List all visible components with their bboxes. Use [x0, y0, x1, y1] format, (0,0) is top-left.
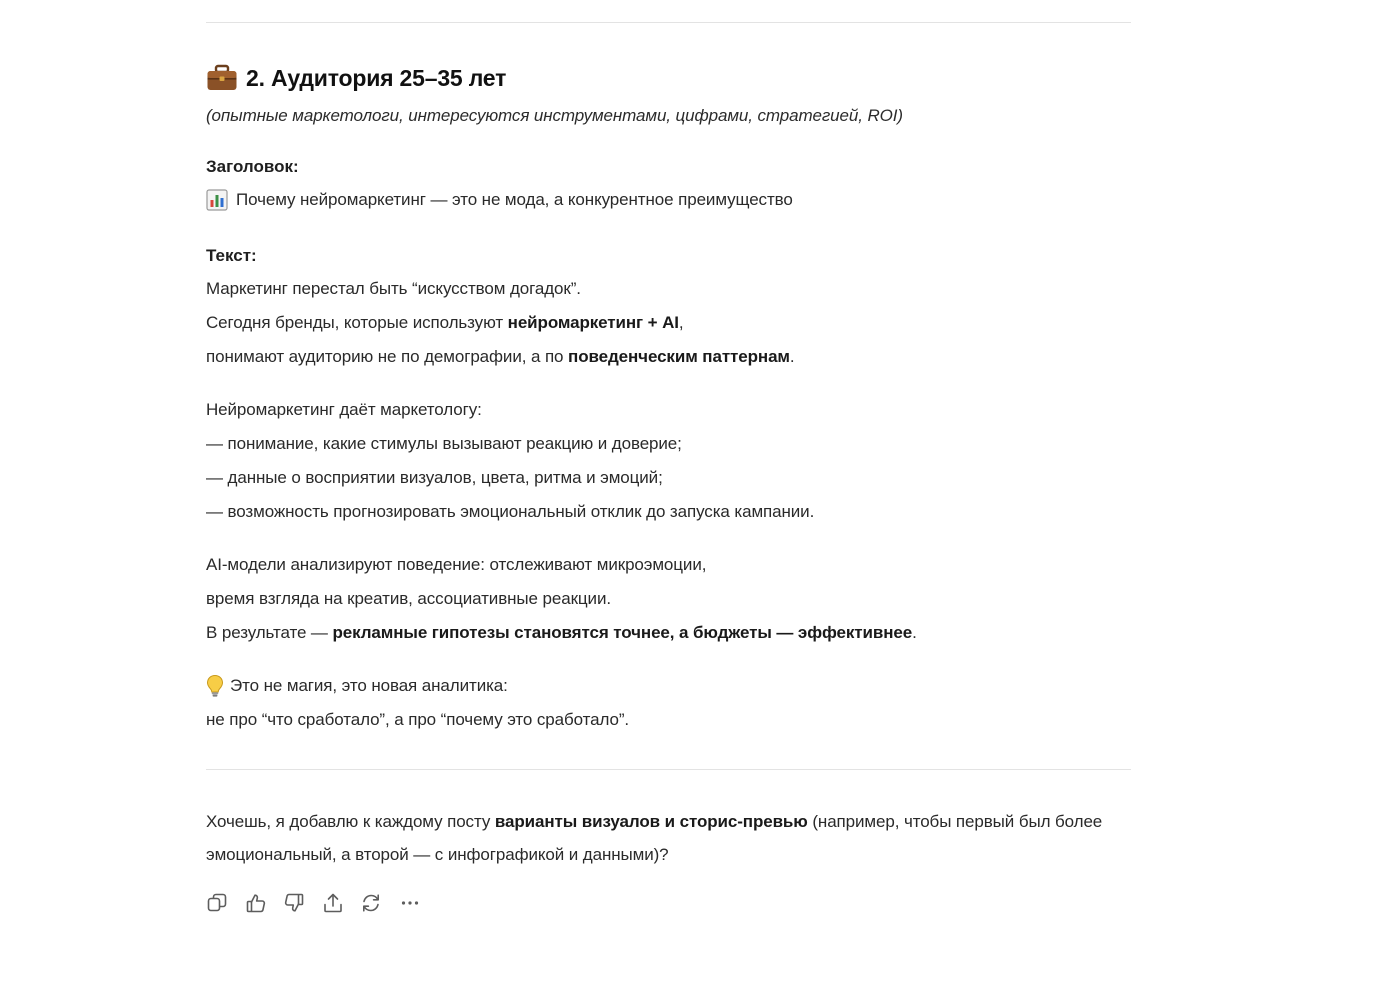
- regenerate-button[interactable]: [360, 889, 399, 917]
- bold-text: поведенческим паттернам: [568, 347, 790, 366]
- text-label: Текст:: [206, 246, 257, 265]
- share-icon: [322, 892, 344, 914]
- paragraph-2-line-2: — понимание, какие стимулы вызывают реакцию и доверие;: [206, 434, 682, 453]
- message-content: [206, 0, 1131, 917]
- copy-button[interactable]: [206, 889, 245, 917]
- paragraph-3-line-2: время взгляда на креатив, ассоциативные реакции.: [206, 589, 611, 608]
- bold-text: нейромаркетинг + AI: [507, 313, 679, 332]
- more-button[interactable]: [399, 889, 438, 917]
- thumbs-down-icon: [283, 892, 305, 914]
- paragraph-3-line-3: В результате — рекламные гипотезы становятся точнее, а бюджеты — эффективнее.: [206, 623, 917, 642]
- paragraph-4-line-1: [206, 669, 1131, 703]
- title-label: Заголовок:: [206, 157, 299, 176]
- lightbulb-icon: [206, 674, 224, 698]
- bold-text: рекламные гипотезы становятся точнее, а бюджеты — эффективнее: [332, 623, 913, 642]
- bold-text: варианты визуалов и сторис-превью: [494, 812, 808, 831]
- paragraph-1-line-3: понимают аудиторию не по демографии, а по поведенческим паттернам.: [206, 347, 795, 366]
- divider-top: [206, 22, 1131, 23]
- more-icon: [399, 892, 421, 914]
- thumbs-down-button[interactable]: [283, 889, 322, 917]
- paragraph-1-line-2: Сегодня бренды, которые используют нейромаркетинг + AI,: [206, 313, 684, 332]
- title-line: [206, 183, 1131, 217]
- divider-bottom: [206, 769, 1131, 770]
- paragraph-4-text: Это не магия, это новая аналитика:: [230, 676, 508, 695]
- refresh-icon: [360, 892, 382, 914]
- paragraph-2-line-4: — возможность прогнозировать эмоциональный отклик до запуска кампании.: [206, 502, 815, 521]
- paragraph-2-line-3: — данные о восприятии визуалов, цвета, ритма и эмоций;: [206, 468, 663, 487]
- thumbs-up-icon: [245, 892, 267, 914]
- paragraph-2-line-1: Нейромаркетинг даёт маркетологу:: [206, 400, 482, 419]
- section-heading: [206, 61, 1131, 95]
- briefcase-icon: [206, 64, 238, 92]
- bar-chart-icon: [206, 189, 228, 211]
- copy-icon: [206, 892, 228, 914]
- section-heading-text: 2. Аудитория 25–35 лет: [246, 64, 507, 91]
- paragraph-3-line-1: AI-модели анализируют поведение: отслеживают микроэмоции,: [206, 555, 707, 574]
- paragraph-4-line-2: не про “что сработало”, а про “почему это сработало”.: [206, 710, 630, 729]
- follow-up-question: Хочешь, я добавлю к каждому посту варианты визуалов и сторис-превью (например, чтобы первый был более эмоциональный, а второй — с инфографикой и данными)?: [206, 812, 1103, 864]
- share-button[interactable]: [322, 889, 361, 917]
- thumbs-up-button[interactable]: [245, 889, 284, 917]
- title-text: Почему нейромаркетинг — это не мода, а конкурентное преимущество: [236, 190, 793, 209]
- message-actions: [206, 889, 1131, 917]
- paragraph-1-line-1: Маркетинг перестал быть “искусством догадок”.: [206, 279, 581, 298]
- section-subtitle: (опытные маркетологи, интересуются инструментами, цифрами, стратегией, ROI): [206, 106, 903, 125]
